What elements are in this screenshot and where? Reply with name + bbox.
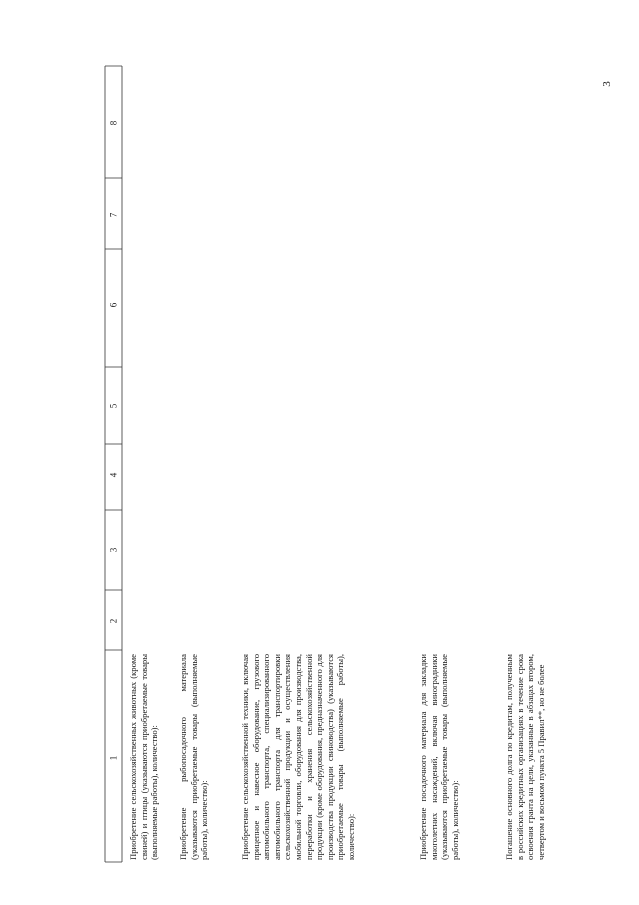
col-header-8: 8 [108,120,119,126]
col-header-4: 4 [108,472,119,478]
col-header-1: 1 [108,755,119,761]
row-4-text: Приобретение посадочного материала для закладки многолетних насаждений, включая виноградники (указываются приобретаемые товары (выполняемые работы), количество): [418,654,460,860]
page-number: 3 [600,81,613,87]
col-header-2: 2 [108,618,119,624]
col-header-6: 6 [108,302,119,308]
row-2-text: Приобретение рыбопосадочного материала (указываются приобретаемые товары (выполняемые работы), количество): [178,654,210,860]
row-1-text: Приобретение сельскохозяйственных животных (кроме свиней) и птицы (указываются приобретаемые товары (выполняемые работы), количество): [128,654,160,860]
row-5-text: Погашение основного долга по кредитам, полученным в российских кредитных организациях в течение срока освоения гранта на цели, указанные в абзацах втором, четвертом и восьмом пункта 5 Правил**, но не более [504,654,546,860]
col-header-5: 5 [108,403,119,409]
row-3-text: Приобретение сельскохозяйственной техники, включая прицепное и навесное оборудование, грузового автомобильного транспорта, специализированного автомобильного транспорта для транспортировки сельскохозяйственной продукции и осуществления мобильной торговли, оборудования для производства, переработки и хранения сельскохозяйственной продукции (кроме оборудования, предназначенного для производства продукции свиноводства) (указываются приобретаемые товары (выполняемые работы), количество): [240,654,356,860]
col-header-7: 7 [108,212,119,218]
col-header-3: 3 [108,547,119,553]
